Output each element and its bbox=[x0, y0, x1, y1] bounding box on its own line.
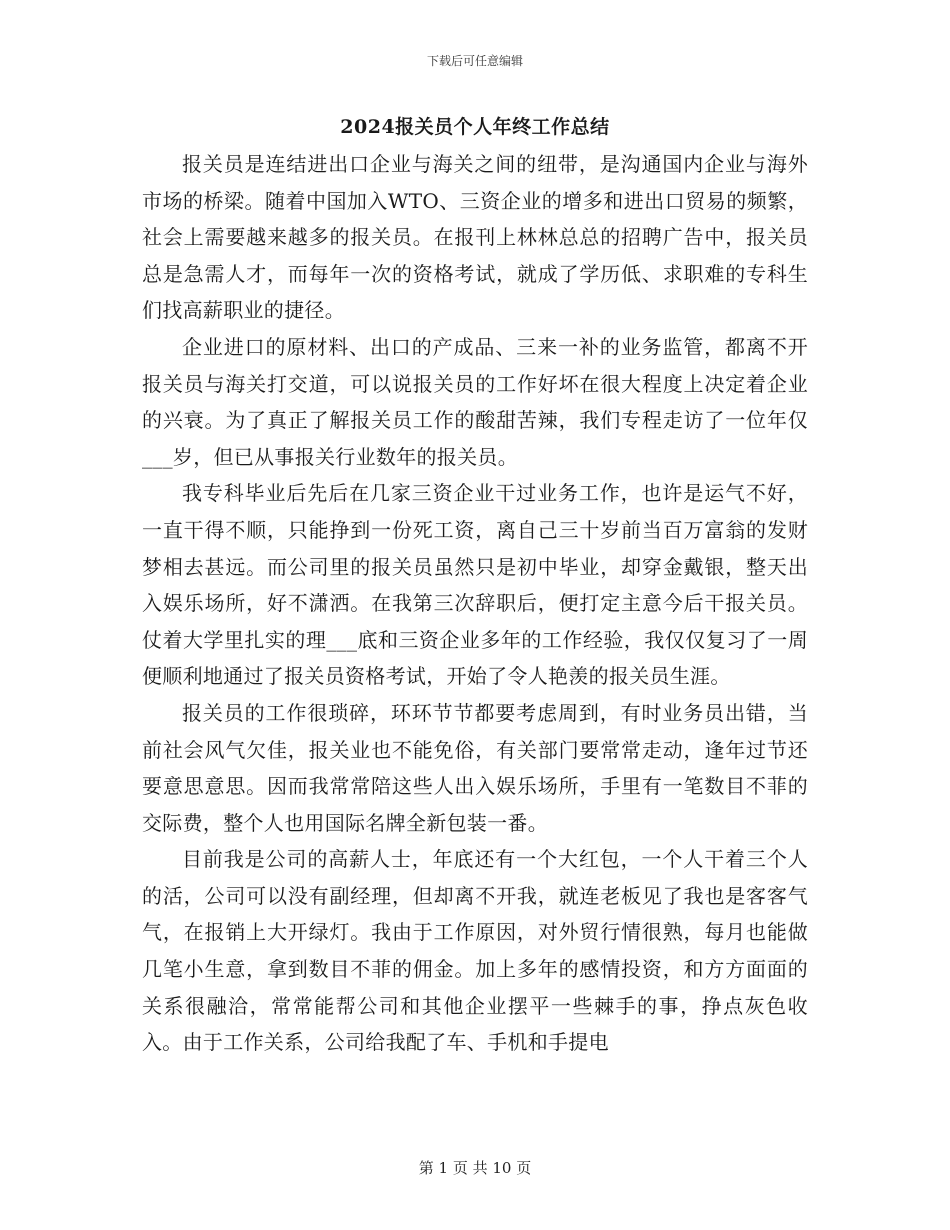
paragraph: 目前我是公司的高薪人士，年底还有一个大红包，一个人干着三个人的活，公司可以没有副经理，但却离不开我，就连老板见了我也是客客气气，在报销上大开绿灯。我由于工作原因，对外贸行情很熟，每月也能做几笔小生意，拿到数目不菲的佣金。加上多年的感情投资，和方方面面的关系很融洽，常常能帮公司和其他企业摆平一些棘手的事，挣点灰色收入。由于工作关系，公司给我配了车、手机和手提电 bbox=[142, 847, 808, 1055]
document-body bbox=[142, 146, 808, 1061]
page-number-footer: 第 1 页 共 10 页 bbox=[418, 1159, 532, 1177]
paragraph: 我专科毕业后先后在几家三资企业干过业务工作，也许是运气不好，一直干得不顺，只能挣到一份死工资，离自己三十岁前当百万富翁的发财梦相去甚远。而公司里的报关员虽然只是初中毕业，却穿金戴银，整天出入娱乐场所，好不潇洒。在我第三次辞职后，便打定主意今后干报关员。仗着大学里扎实的理___底和三资企业多年的工作经验，我仅仅复习了一周便顺利地通过了报关员资格考试，开始了令人艳羡的报关员生涯。 bbox=[142, 481, 808, 689]
paragraph: 报关员的工作很琐碎，环环节节都要考虑周到，有时业务员出错，当前社会风气欠佳，报关业也不能免俗，有关部门要常常走动，逢年过节还要意思意思。因而我常常陪这些人出入娱乐场所，手里有一笔数目不菲的交际费，整个人也用国际名牌全新包装一番。 bbox=[142, 700, 808, 835]
paragraph: 企业进口的原材料、出口的产成品、三来一补的业务监管，都离不开报关员与海关打交道，可以说报关员的工作好坏在很大程度上决定着企业的兴衰。为了真正了解报关员工作的酸甜苦辣，我们专程走访了一位年仅___岁，但已从事报关行业数年的报关员。 bbox=[142, 334, 808, 469]
document-title: 2024报关员个人年终工作总结 bbox=[340, 116, 610, 138]
paragraph: 报关员是连结进出口企业与海关之间的纽带，是沟通国内企业与海外市场的桥梁。随着中国加入WTO、三资企业的增多和进出口贸易的频繁，社会上需要越来越多的报关员。在报刊上林林总总的招聘广告中，报关员总是急需人才，而每年一次的资格考试，就成了学历低、求职难的专科生们找高薪职业的捷径。 bbox=[142, 152, 808, 323]
page-header-note: 下载后可任意编辑 bbox=[426, 54, 523, 68]
